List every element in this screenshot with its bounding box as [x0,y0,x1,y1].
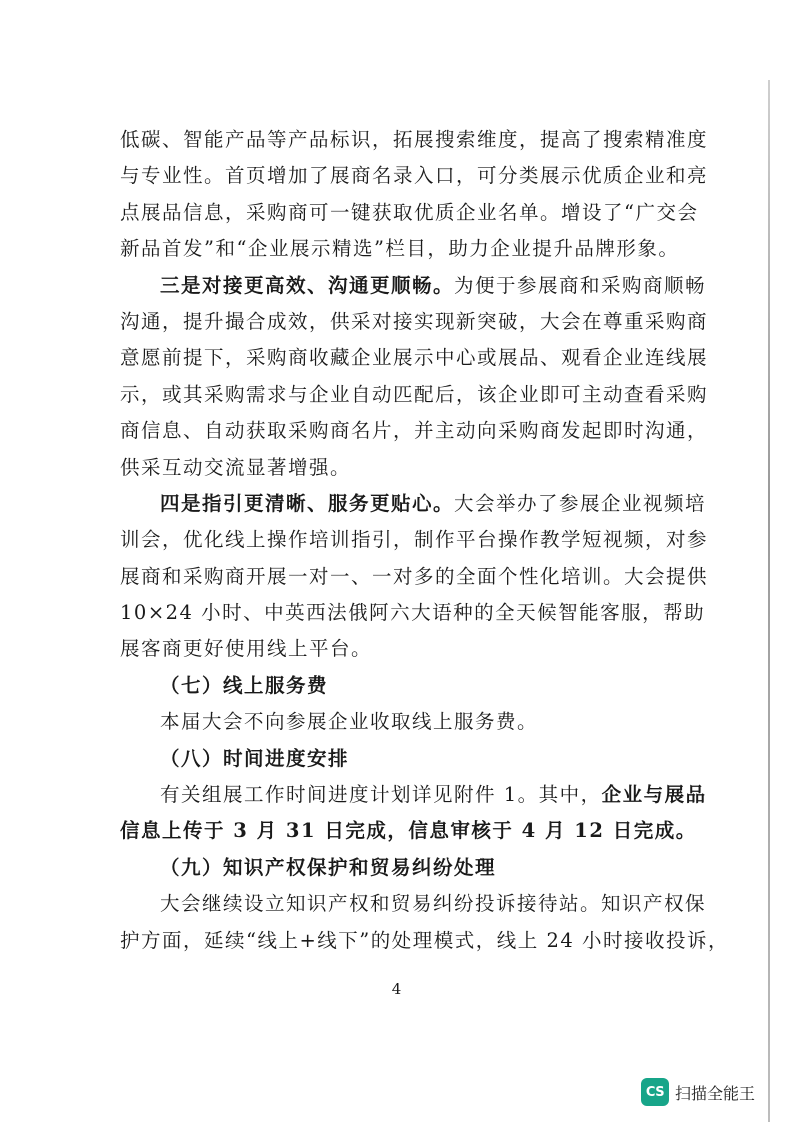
text-line: 示，或其采购需求与企业自动匹配后，该企业即可主动查看采购 [120,382,709,406]
section-9-heading: （九）知识产权保护和贸易纠纷处理 [160,855,497,879]
text-line: 意愿前提下，采购商收藏企业展示中心或展品、观看企业连线展 [120,346,709,370]
section-8-heading: （八）时间进度安排 [160,746,350,770]
camscanner-watermark [641,1078,755,1106]
text-line: 展客商更好使用线上平台。 [120,637,373,661]
paragraph-4-heading: 四是指引更清晰、服务更贴心。 [160,491,455,515]
text-line: 沟通，提升撮合成效，供采对接实现新突破，大会在尊重采购商 [120,309,709,333]
section-7-body: 本届大会不向参展企业收取线上服务费。 [160,710,539,734]
text-line: 点展品信息，采购商可一键获取优质企业名单。增设了“广交会 [120,200,699,224]
text-line: 低碳、智能产品等产品标识，拓展搜索维度，提高了搜索精准度 [120,128,709,151]
text-line: 大会继续设立知识产权和贸易纠纷投诉接待站。知识产权保 [160,892,707,916]
text-line: 训会，优化线上操作培训指引，制作平台操作教学短视频，对参 [120,528,709,552]
text-line: 供采互动交流显著增强。 [120,455,352,479]
text-line: 10×24 小时、中英西法俄阿六大语种的全天候智能客服，帮助 [120,601,706,625]
text-line: 护方面，延续“线上+线下”的处理模式，线上 24 小时接收投诉， [120,928,729,952]
text-line: 与专业性。首页增加了展商名录入口，可分类展示优质企业和亮 [120,164,709,188]
page-number: 4 [391,980,402,998]
scan-page-edge [768,80,770,1122]
text-line: 展商和采购商开展一对一、一对多的全面个性化培训。大会提供 [120,564,709,588]
section-8-text: 有关组展工作时间进度计划详见附件 1。其中， [160,783,602,807]
section-8-body-line [120,777,707,813]
text-line: 新品首发”和“企业展示精选”栏目，助力企业提升品牌形象。 [120,237,680,261]
text-line: 商信息、自动获取采购商名片，并主动向采购商发起即时沟通， [120,419,709,443]
paragraph-4-text: 大会举办了参展企业视频培 [454,491,707,515]
paragraph-3-first-line [120,268,707,304]
camscanner-logo-icon: CS [641,1078,669,1106]
section-8-bold-text: 信息上传于 3 月 31 日完成，信息审核于 4 月 12 日完成。 [120,819,697,843]
section-8-bold-line [120,813,697,849]
paragraph-3-heading: 三是对接更高效、沟通更顺畅。 [160,273,455,297]
watermark-label: 扫描全能王 [675,1083,756,1103]
document-body [120,122,729,959]
section-7-heading: （七）线上服务费 [160,673,329,697]
paragraph-4-first-line [120,486,707,522]
paragraph-3-text: 为便于参展商和采购商顺畅 [454,273,707,297]
section-8-bold-text: 企业与展品 [601,783,707,807]
